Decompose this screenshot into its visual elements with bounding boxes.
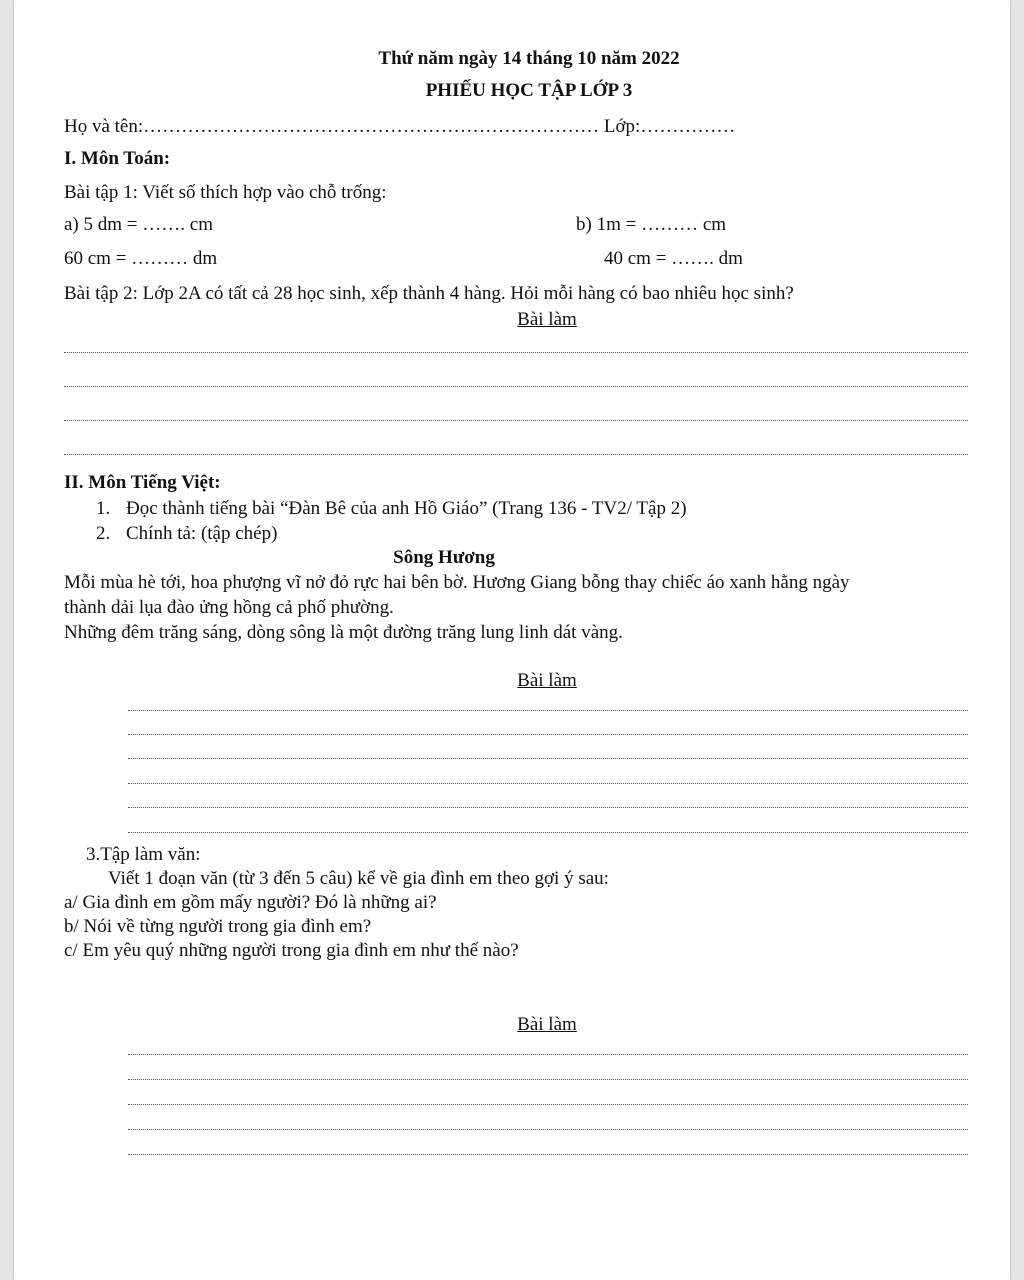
essay-question-b: b/ Nói về từng người trong gia đình em?: [64, 916, 372, 937]
answer-line: [128, 758, 968, 759]
answer-line: [128, 710, 968, 711]
name-class-line: Họ và tên:……………………………………………………………… Lớp:……………: [64, 116, 736, 137]
answer-line: [128, 1054, 968, 1055]
passage-line: Mỗi mùa hè tới, hoa phượng vĩ nở đỏ rực hai bên bờ. Hương Giang bỗng thay chiếc áo xanh hằng ngày: [64, 572, 850, 593]
answer-line: [64, 420, 968, 421]
viet-heading: II. Môn Tiếng Việt:: [64, 472, 221, 493]
essay-heading: 3.Tập làm văn:: [86, 844, 201, 865]
essay-work-label: Bài làm: [517, 1014, 577, 1035]
passage-title: Sông Hương: [393, 547, 495, 568]
math-ex1-b: b) 1m = ……… cm: [576, 214, 727, 235]
answer-line: [64, 386, 968, 387]
answer-line: [128, 1104, 968, 1105]
viet-item-1: [96, 498, 687, 520]
math-ex2-title: Bài tập 2: Lớp 2A có tất cả 28 học sinh, xếp thành 4 hàng. Hỏi mỗi hàng có bao nhiêu học sinh?: [64, 283, 794, 304]
passage-line: thành dải lụa đào ửng hồng cả phố phường.: [64, 597, 394, 618]
dictation-work-label: Bài làm: [517, 670, 577, 691]
math-work-label: Bài làm: [517, 309, 577, 330]
answer-line: [128, 807, 968, 808]
answer-line: [128, 1129, 968, 1130]
math-ex1-d: 40 cm = ……. dm: [604, 248, 743, 269]
answer-line: [128, 734, 968, 735]
math-ex1-c: 60 cm = ……… dm: [64, 248, 218, 269]
answer-line: [128, 783, 968, 784]
math-heading: I. Môn Toán:: [64, 148, 171, 169]
item-number: 1.: [96, 498, 111, 519]
viet-item-2: [96, 523, 277, 545]
answer-line: [128, 832, 968, 833]
math-ex1-title: Bài tập 1: Viết số thích hợp vào chỗ trống:: [64, 182, 387, 203]
answer-line: [64, 454, 968, 455]
essay-prompt: Viết 1 đoạn văn (từ 3 đến 5 câu) kể về gia đình em theo gợi ý sau:: [108, 868, 609, 889]
essay-question-a: a/ Gia đình em gồm mấy người? Đó là những ai?: [64, 892, 437, 913]
passage-line: Những đêm trăng sáng, dòng sông là một đường trăng lung linh dát vàng.: [64, 622, 623, 643]
answer-line: [128, 1079, 968, 1080]
math-ex1-a: a) 5 dm = ……. cm: [64, 214, 213, 235]
worksheet-date: Thứ năm ngày 14 tháng 10 năm 2022: [378, 48, 680, 69]
worksheet-title: PHIẾU HỌC TẬP LỚP 3: [425, 80, 633, 101]
answer-line: [64, 352, 968, 353]
item-text: Đọc thành tiếng bài “Đàn Bê của anh Hồ Giáo” (Trang 136 - TV2/ Tập 2): [126, 498, 687, 519]
essay-question-c: c/ Em yêu quý những người trong gia đình em như thế nào?: [64, 940, 519, 961]
item-text: Chính tả: (tập chép): [126, 523, 278, 544]
worksheet-page: [14, 0, 1010, 1280]
item-number: 2.: [96, 523, 111, 544]
answer-line: [128, 1154, 968, 1155]
